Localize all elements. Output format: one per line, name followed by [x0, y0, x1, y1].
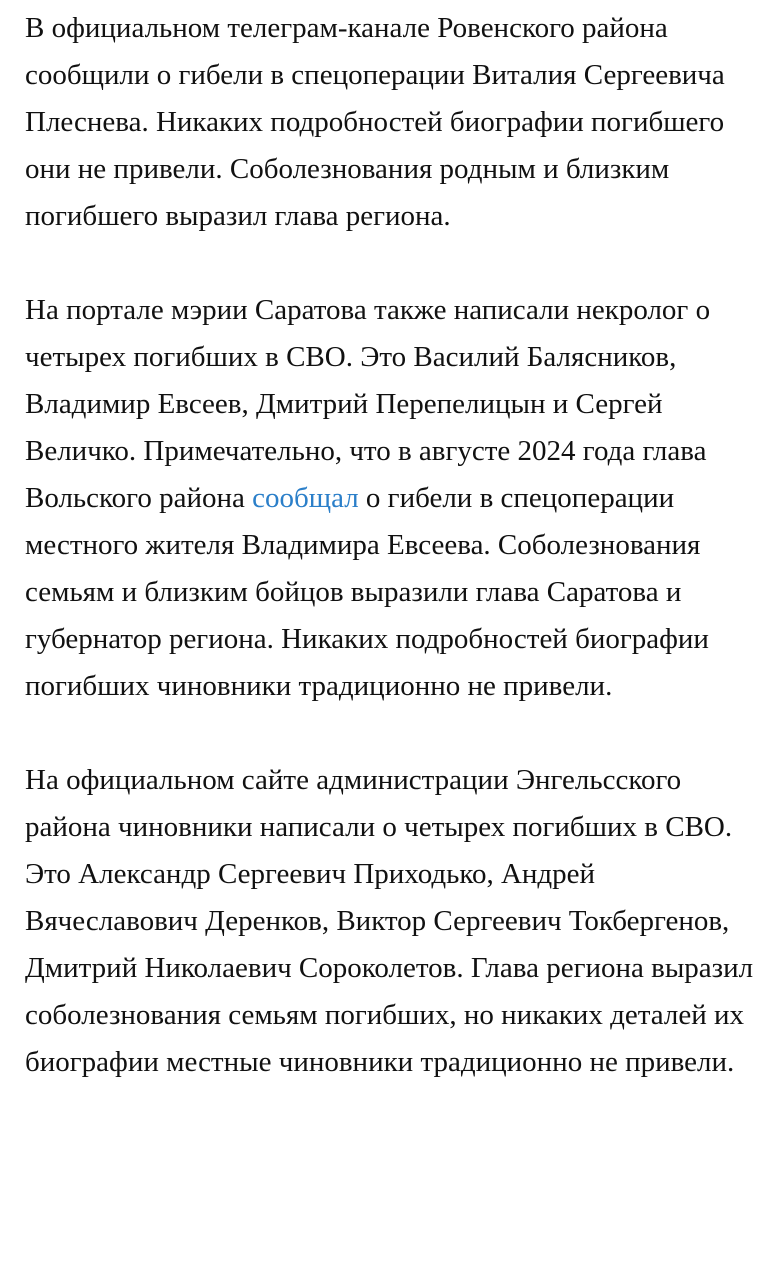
paragraph-text: На официальном сайте администрации Энгельсского района чиновники написали о четырех погибших в СВО. Это Александр Сергеевич Приходько, Андрей Вячеславович Деренков, Виктор Сергеевич Токбергенов, Дмитрий Николаевич Сороколетов. Глава региона выразил соболезнования семьям погибших, но никаких деталей их биографии местные чиновники традиционно не привели. [25, 764, 754, 1078]
paragraph-text-after-link: о гибели в спецоперации местного жителя Владимира Евсеева. Соболезнования семьям и близким бойцов выразили глава Саратова и губернатор региона. Никаких подробностей биографии погибших чиновники традиционно не привели. [25, 482, 709, 702]
article-body [25, 5, 755, 1086]
paragraph-saratov [25, 287, 755, 710]
paragraph-text: В официальном телеграм-канале Ровенского района сообщили о гибели в спецоперации Виталия Сергеевича Плеснева. Никаких подробностей биографии погибшего они не привели. Соболезнования родным и близким погибшего выразил глава региона. [25, 12, 725, 232]
paragraph-rovenky [25, 5, 755, 240]
source-link[interactable]: сообщал [252, 482, 359, 514]
paragraph-text-before-link: На портале мэрии Саратова также написали некролог о четырех погибших в СВО. Это Василий Балясников, Владимир Евсеев, Дмитрий Перепелицын и Сергей Величко. Примечательно, что в августе 2024 года глава Вольского района [25, 294, 711, 514]
paragraph-engels [25, 757, 755, 1086]
